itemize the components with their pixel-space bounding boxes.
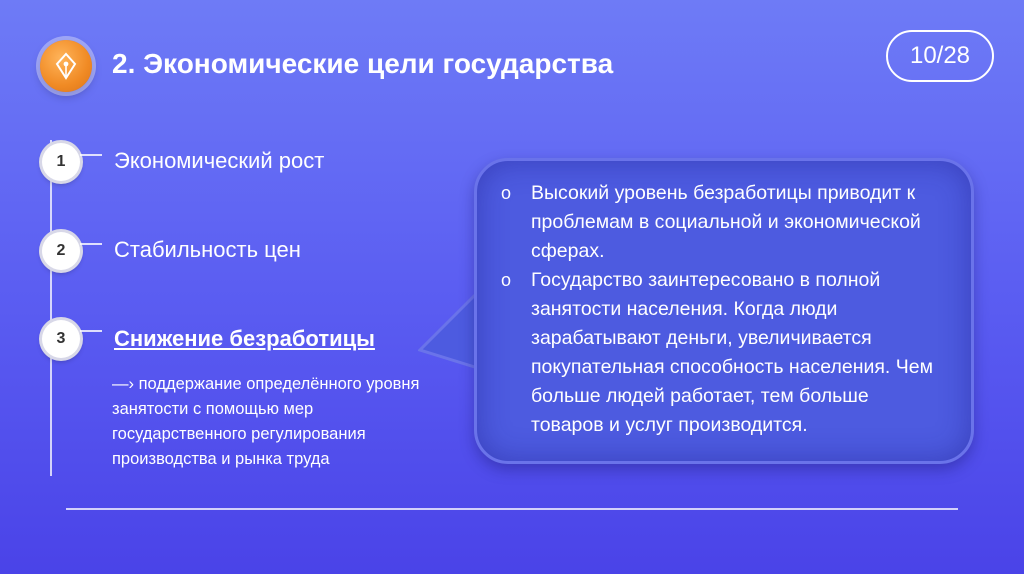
goal-label-3[interactable]: Снижение безработицы	[114, 326, 375, 351]
step-connector-1	[80, 154, 102, 156]
timeline-line	[50, 140, 52, 476]
callout-bubble	[474, 158, 974, 464]
pen-nib-icon	[53, 52, 79, 80]
page-counter: 10/28	[886, 30, 994, 82]
footer-divider	[66, 508, 958, 510]
goal-label-2: Стабильность цен	[114, 237, 301, 262]
callout-list	[501, 179, 943, 440]
callout-tail	[418, 290, 480, 370]
page-title: 2. Экономические цели государства	[112, 48, 614, 79]
goal-label-1: Экономический рост	[114, 148, 325, 173]
circle-bullet-icon: o	[501, 270, 512, 290]
step-badge-2: 2	[42, 232, 80, 270]
callout-item-text: Государство заинтересовано в полной занятости населения. Когда люди зарабатывают деньги, увеличивается покупательная способность населения. Чем больше людей работает, тем больше товаров и услуг производится.	[531, 269, 934, 436]
circle-bullet-icon: o	[501, 183, 512, 203]
step-connector-3	[80, 330, 102, 332]
logo-badge	[40, 40, 92, 92]
step-connector-2	[80, 243, 102, 245]
goal-description: —› поддержание определённого уровня занятости с помощью мер государственного регулирования производства и рынка труда	[112, 375, 420, 468]
callout-item-text: Высокий уровень безработицы приводит к проблемам в социальной и экономической сферах.	[531, 182, 921, 262]
step-badge-3: 3	[42, 320, 80, 358]
step-badge-1: 1	[42, 143, 80, 181]
callout-item	[501, 179, 943, 266]
callout-item	[501, 266, 943, 440]
